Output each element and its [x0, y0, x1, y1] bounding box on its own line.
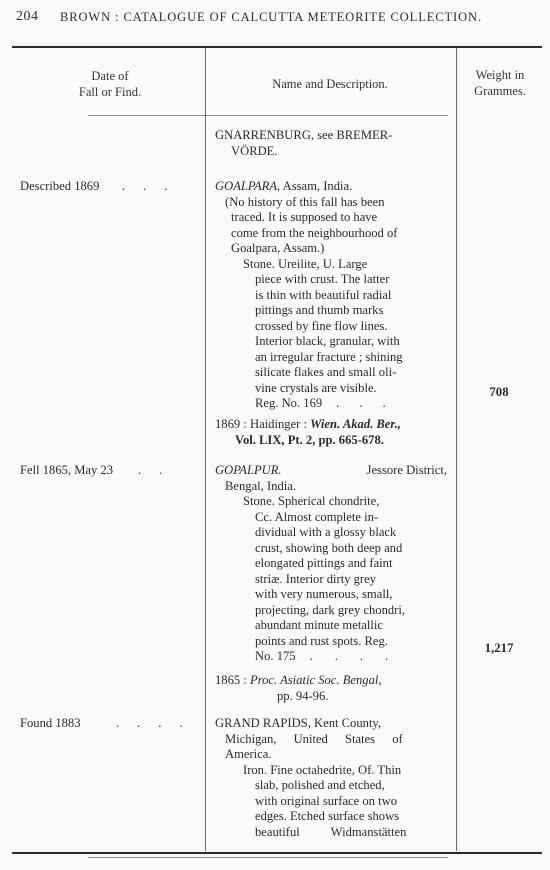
- entry-name: GNARRENBURG, see BREMER-: [215, 128, 393, 142]
- weight-value: 708: [489, 385, 509, 399]
- name-column-heading: Name and Description.: [272, 77, 388, 91]
- bottom-rule-thin: [88, 857, 448, 858]
- meteorite-name: GOPALPUR.: [215, 463, 282, 477]
- top-rule: [12, 46, 542, 48]
- entry-date: Described 1869 ...: [20, 179, 186, 193]
- entry-goalpara: GOALPARA, Assam, India. (No history of this fall has been traced. It is supposed to have come from the neighbourhood of Goalpara, Assam.) Stone. Ureilite, U. Large piece with crust. The latter is thin with beautiful radial pittings and thumb marks crossed by fine flow lines. Interior black, granular, with an irregular fracture ; shining silicate flakes and small oli- vine crystals are visible. Reg. No. 169 ...: [215, 179, 447, 412]
- meteorite-name: GOALPARA: [215, 179, 278, 193]
- specimen-description: Iron. Fine octahedrite, Of. Thin slab, polished and etched, with original surface on two edges. Etched surface shows beautiful Widmanstätten: [243, 762, 407, 839]
- entry-date: Fell 1865, May 23 ..: [20, 463, 181, 477]
- page-number: 204: [16, 9, 39, 24]
- date-column-heading: Date of Fall or Find.: [78, 69, 142, 99]
- meteorite-name: GRAND RAPIDS, Kent County,: [215, 716, 382, 730]
- entry-gopalpur: GOPALPUR. Jessore District, Bengal, India. Stone. Spherical chondrite, Cc. Almost complete in- dividual with a glossy black crust, showing both deep and elongated pittings and faint striæ. Interior dirty grey with very numerous, small, projecting, dark grey chondri, abundant minute metallic points and rust spots. Reg. No. 175 ....: [215, 463, 447, 663]
- running-title: BROWN : CATALOGUE OF CALCUTTA METEORITE COLLECTION.: [60, 10, 482, 24]
- weight-column-heading: Weight in Grammes.: [474, 68, 526, 98]
- column-divider-left: [205, 48, 206, 851]
- specimen-description: Stone. Ureilite, U. Large piece with crust. The latter is thin with beautiful radial pittings and thumb marks crossed by fine flow lines. Interior black, granular, with an irregular fracture ; shining silicate flakes and small oli- vine crystals are visible. Reg. No. 169 ...: [243, 256, 406, 410]
- reference: 1869 : Haidinger : Wien. Akad. Ber., Vol. LIX, Pt. 2, pp. 665-678.: [215, 417, 401, 447]
- entry-gnarrenburg: [215, 128, 447, 159]
- entry-date: Found 1883 ....: [20, 716, 201, 730]
- entry-grand-rapids: GRAND RAPIDS, Kent County, Michigan, United States of America. Iron. Fine octahedrite, Of. Thin slab, polished and etched, with original surface on two edges. Etched surface shows beautiful Widmanstätten: [215, 716, 447, 840]
- reference: 1865 : Proc. Asiatic Soc. Bengal, pp. 94-96.: [215, 673, 382, 703]
- header-rule: [88, 115, 448, 116]
- bottom-rule: [12, 852, 542, 854]
- history-note: (No history of this fall has been traced. It is supposed to have come from the neighbourhood of Goalpara, Assam.): [225, 194, 398, 255]
- entry-name-cont: VÖRDE.: [231, 143, 278, 158]
- specimen-description: Stone. Spherical chondrite, Cc. Almost complete in- dividual with a glossy black crust, showing both deep and elongated pittings and faint striæ. Interior dirty grey with very numerous, small, projecting, dark grey chondri, abundant minute metallic points and rust spots. Reg. No. 175 ....: [243, 494, 411, 663]
- weight-value: 1,217: [484, 641, 514, 655]
- column-divider-right: [456, 48, 457, 851]
